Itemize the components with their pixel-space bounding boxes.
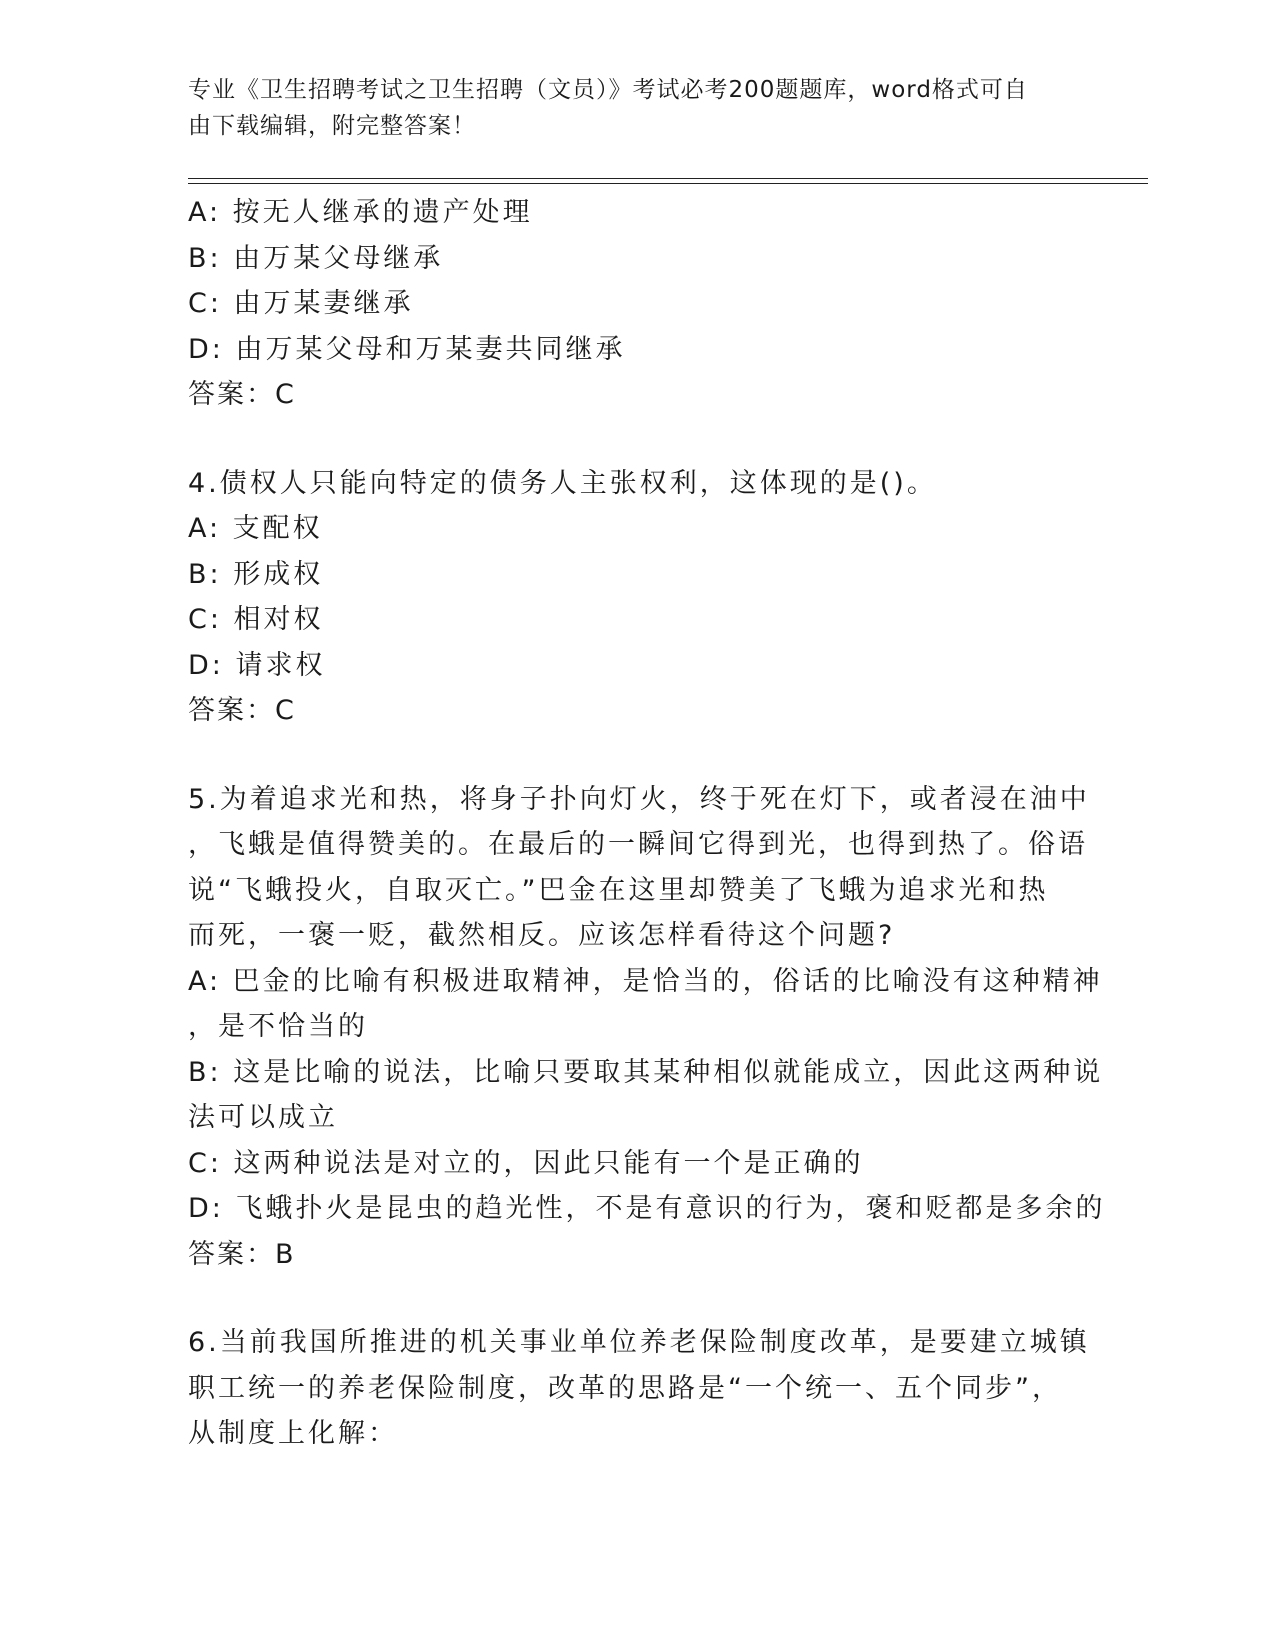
q3-option-a: A: 按无人继承的遗产处理 [188,197,533,228]
q4-option-c: C: 相对权 [188,604,324,635]
header-line-2: 由下载编辑，附完整答案！ [188,113,476,139]
question-5 [188,777,1106,1278]
q6-question-line: 职工统一的养老保险制度，改革的思路是“一个统一、五个同步”， [188,1372,1062,1404]
question-4 [188,461,1078,734]
q4-option-b: B: 形成权 [188,558,324,590]
q4-question: 4.债权人只能向特定的债务人主张权利，这体现的是()。 [188,467,937,499]
header-divider-top [188,178,1148,179]
q5-option-b-line: 法可以成立 [188,1102,338,1133]
document-header [188,72,1068,144]
q4-answer: 答案：C [188,695,296,726]
question-6 [188,1320,1090,1457]
question-3 [188,190,1078,418]
spacer [188,1277,1078,1320]
q3-answer: 答案：C [188,379,296,410]
q4-option-d: D: 请求权 [188,649,326,681]
q5-question-line: ，飞蛾是值得赞美的。在最后的一瞬间它得到光，也得到热了。俗语 [188,829,1088,860]
spacer [188,418,1078,461]
q5-option-d: D: 飞蛾扑火是昆虫的趋光性，不是有意识的行为，褒和贬都是多余的 [188,1193,1106,1224]
q3-option-c: C: 由万某妻继承 [188,288,414,319]
q4-option-a: A: 支配权 [188,513,323,544]
q5-option-a-line: A: 巴金的比喻有积极进取精神，是恰当的，俗话的比喻没有这种精神 [188,965,1103,997]
q3-option-d: D: 由万某父母和万某妻共同继承 [188,333,626,365]
q5-option-b-line: B: 这是比喻的说法，比喻只要取其某种相似就能成立，因此这两种说 [188,1056,1104,1088]
header-divider-bottom [188,183,1148,184]
q5-question-line: 而死，一褒一贬，截然相反。应该怎样看待这个问题? [188,920,896,951]
spacer [188,734,1078,777]
q6-question-line: 从制度上化解： [188,1418,398,1449]
q6-question-line: 6.当前我国所推进的机关事业单位养老保险制度改革，是要建立城镇 [188,1327,1090,1358]
q5-question-line: 5.为着追求光和热，将身子扑向灯火，终于死在灯下，或者浸在油中 [188,783,1090,815]
header-line-1: 专业《卫生招聘考试之卫生招聘（文员）》考试必考200题题库，word格式可自 [188,77,1028,103]
document-body [188,190,1106,1457]
q5-question-line: 说“飞蛾投火，自取灭亡。”巴金在这里却赞美了飞蛾为追求光和热 [188,874,1049,906]
q3-option-b: B: 由万某父母继承 [188,242,444,274]
q5-option-c: C: 这两种说法是对立的，因此只能有一个是正确的 [188,1147,864,1179]
q5-option-a-line: ，是不恰当的 [188,1011,368,1042]
q5-answer: 答案：B [188,1238,296,1270]
